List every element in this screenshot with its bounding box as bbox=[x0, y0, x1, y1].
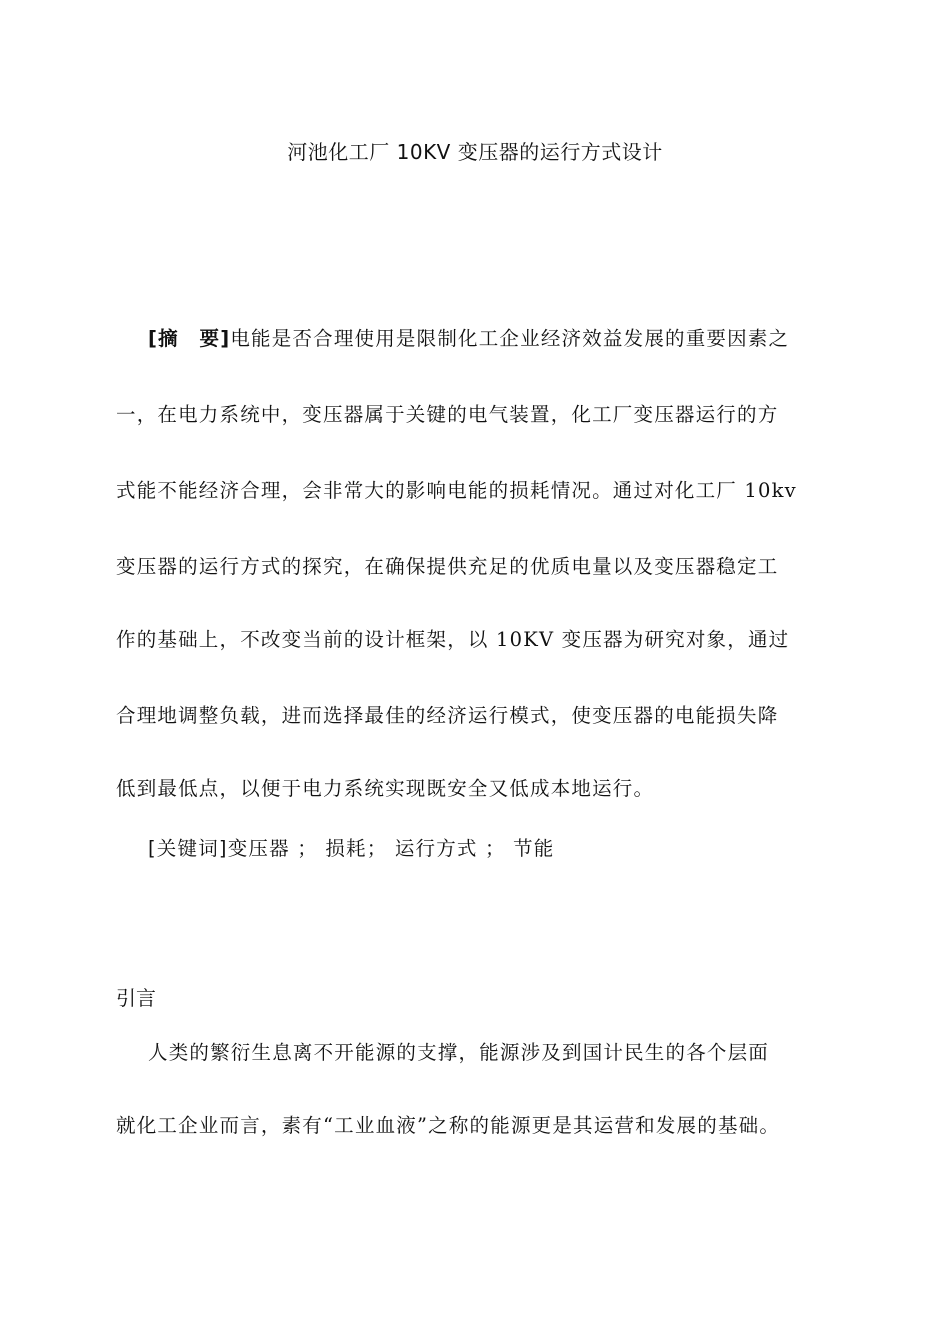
keywords-line bbox=[148, 835, 555, 863]
abstract-line-2: 一，在电力系统中，变压器属于关键的电气装置，化工厂变压器运行的方 bbox=[116, 403, 779, 426]
abstract-line-4: 变压器的运行方式的探究，在确保提供充足的优质电量以及变压器稳定工 bbox=[116, 555, 779, 578]
intro-line-2: 就化工企业而言，素有“工业血液”之称的能源更是其运营和发展的基础。 bbox=[116, 1114, 781, 1137]
abstract-line-7: 低到最低点，以便于电力系统实现既安全又低成本地运行。 bbox=[116, 777, 655, 800]
abstract-line-3: 式能不能经济合理，会非常大的影响电能的损耗情况。通过对化工厂 10kv bbox=[116, 479, 797, 502]
abstract-label: [摘 要] bbox=[148, 327, 231, 350]
intro-heading: 引言 bbox=[116, 986, 156, 1010]
document-title: 河池化工厂 10KV 变压器的运行方式设计 bbox=[287, 140, 663, 164]
abstract-text-1: 电能是否合理使用是限制化工企业经济效益发展的重要因素之 bbox=[230, 327, 790, 350]
keywords-text: 变压器 ； 损耗； 运行方式 ； 节能 bbox=[227, 837, 555, 860]
abstract-line-5: 作的基础上，不改变当前的设计框架，以 10KV 变压器为研究对象，通过 bbox=[116, 628, 790, 651]
abstract-line-6: 合理地调整负载，进而选择最佳的经济运行模式，使变压器的电能损失降 bbox=[116, 704, 779, 727]
abstract-line-1 bbox=[148, 325, 789, 353]
keywords-label: [关键词] bbox=[148, 837, 228, 860]
intro-line-1: 人类的繁衍生息离不开能源的支撑，能源涉及到国计民生的各个层面 bbox=[148, 1041, 770, 1064]
